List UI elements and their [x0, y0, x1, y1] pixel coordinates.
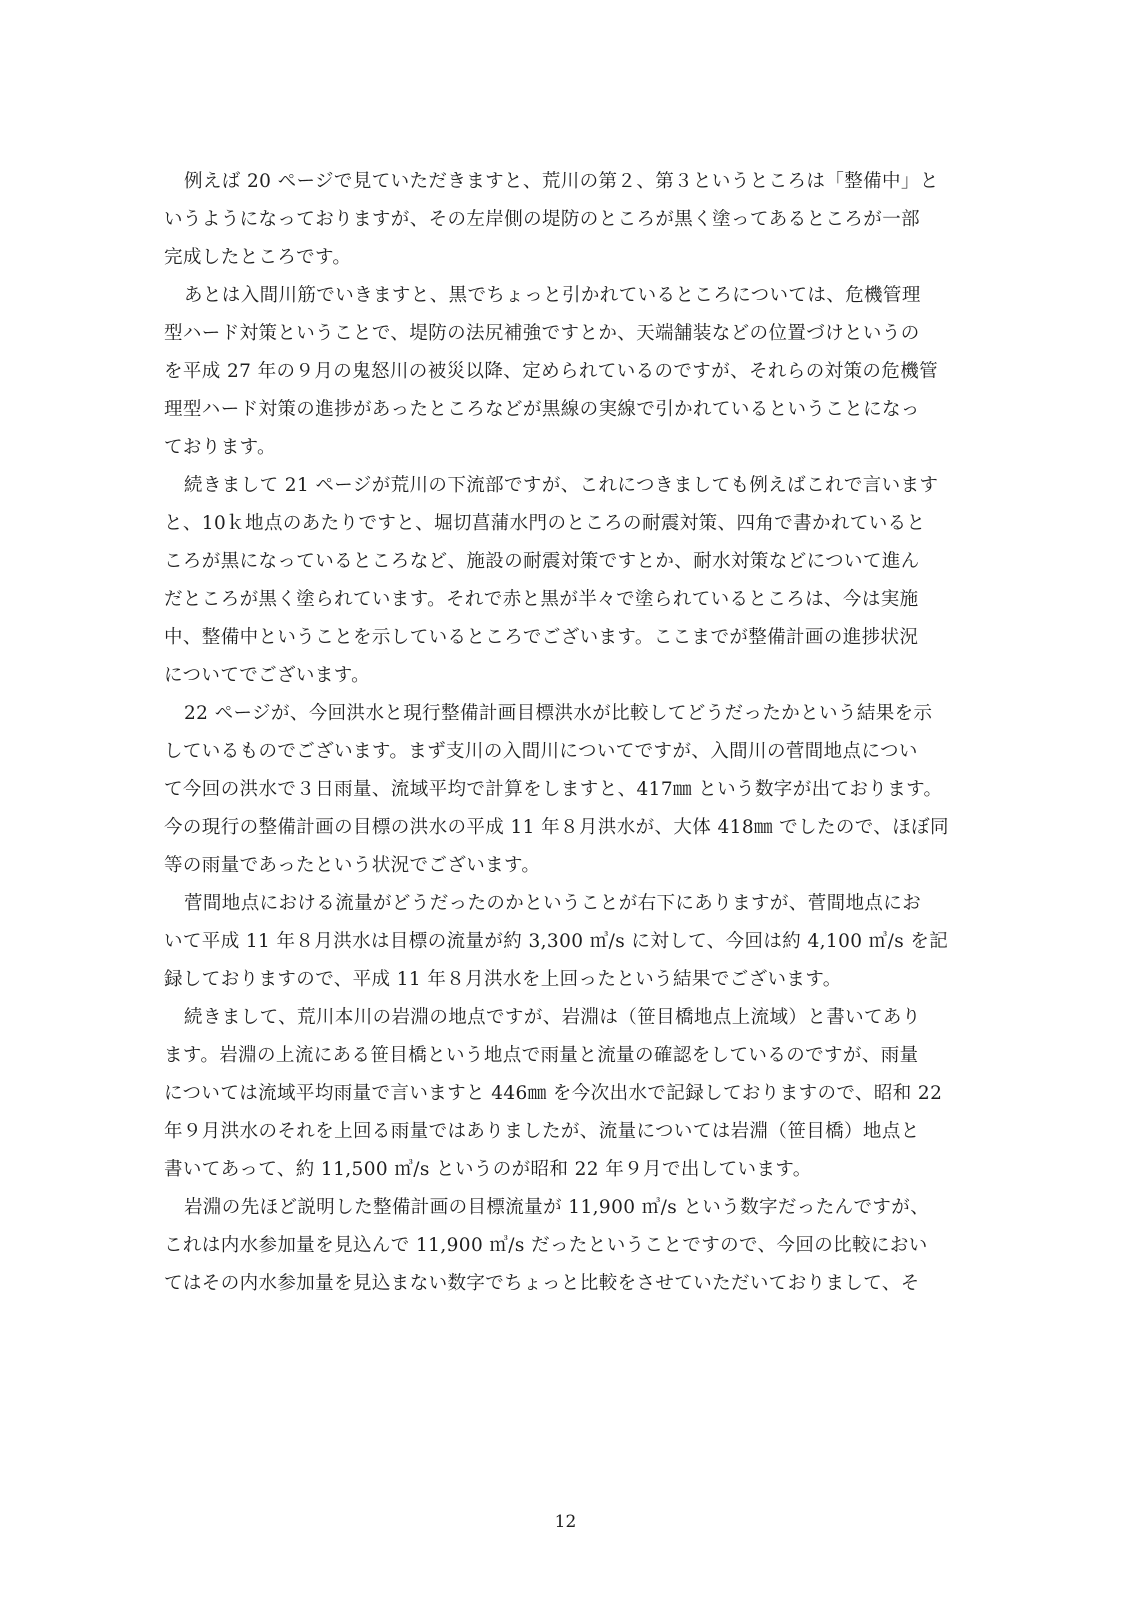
paragraph	[164, 1189, 954, 1303]
paragraph	[164, 695, 954, 885]
text-line: 続きまして 21 ページが荒川の下流部ですが、これにつきましても例えばこれで言います	[184, 475, 939, 496]
paragraph	[164, 163, 954, 277]
text-line: て今回の洪水で３日雨量、流域平均で計算をしますと、417㎜ という数字が出ております。	[164, 779, 943, 800]
paragraph	[164, 467, 954, 695]
text-line: 中、整備中ということを示しているところでございます。ここまでが整備計画の進捗状況	[164, 627, 919, 648]
text-line: 等の雨量であったという状況でございます。	[164, 855, 541, 876]
text-line: ております。	[164, 437, 276, 458]
text-line: ます。岩淵の上流にある笹目橋という地点で雨量と流量の確認をしているのですが、雨量	[164, 1045, 919, 1066]
text-line: いうようになっておりますが、その左岸側の堤防のところが黒く塗ってあるところが一部	[164, 209, 921, 230]
text-line: 今の現行の整備計画の目標の洪水の平成 11 年８月洪水が、大体 418㎜ でしたので、ほぼ同	[164, 817, 949, 838]
text-line: これは内水参加量を見込んで 11,900 ㎥/s だったということですので、今回の比較におい	[164, 1235, 928, 1256]
text-line: だところが黒く塗られています。それで赤と黒が半々で塗られているところは、今は実施	[164, 589, 919, 610]
text-line: ころが黒になっているところなど、施設の耐震対策ですとか、耐水対策などについて進ん	[164, 551, 920, 572]
text-line: しているものでございます。まず支川の入間川についてですが、入間川の菅間地点につい	[164, 741, 918, 762]
text-line: 例えば 20 ページで見ていただきますと、荒川の第２、第３というところは「整備中」と	[184, 171, 939, 192]
text-line: 録しておりますので、平成 11 年８月洪水を上回ったという結果でございます。	[164, 969, 842, 990]
text-line: 続きまして、荒川本川の岩淵の地点ですが、岩淵は（笹目橋地点上流域）と書いてあり	[184, 1007, 921, 1028]
text-line: 完成したところです。	[164, 247, 352, 268]
paragraph	[164, 277, 954, 467]
text-line: 型ハード対策ということで、堤防の法尻補強ですとか、天端舗装などの位置づけというの	[164, 323, 920, 344]
text-line: 岩淵の先ほど説明した整備計画の目標流量が 11,900 ㎥/s という数字だったんですが、	[184, 1197, 930, 1218]
text-line: 年９月洪水のそれを上回る雨量ではありましたが、流量については岩淵（笹目橋）地点と	[164, 1121, 920, 1142]
text-line: と、10ｋ地点のあたりですと、堀切菖蒲水門のところの耐震対策、四角で書かれていると	[164, 513, 926, 534]
body-text	[164, 163, 954, 1303]
text-line: てはその内水参加量を見込まない数字でちょっと比較をさせていただいておりまして、そ	[164, 1273, 920, 1294]
text-line: 理型ハード対策の進捗があったところなどが黒線の実線で引かれているということになっ	[164, 399, 920, 420]
text-line: あとは入間川筋でいきますと、黒でちょっと引かれているところについては、危機管理	[184, 285, 921, 306]
text-line: いて平成 11 年８月洪水は目標の流量が約 3,300 ㎥/s に対して、今回は約 4,100 ㎥/s を記	[164, 931, 949, 952]
text-line: 菅間地点における流量がどうだったのかということが右下にありますが、菅間地点にお	[184, 893, 922, 914]
paragraph	[164, 885, 954, 999]
page-number: 12	[554, 1512, 577, 1532]
text-line: についてでございます。	[164, 665, 371, 686]
text-line: については流域平均雨量で言いますと 446㎜ を今次出水で記録しておりますので、昭和 22	[164, 1083, 943, 1104]
text-line: 22 ページが、今回洪水と現行整備計画目標洪水が比較してどうだったかという結果を示	[184, 703, 933, 724]
paragraph	[164, 999, 954, 1189]
text-line: を平成 27 年の９月の鬼怒川の被災以降、定められているのですが、それらの対策の危機管	[164, 361, 939, 382]
text-line: 書いてあって、約 11,500 ㎥/s というのが昭和 22 年９月で出しています。	[164, 1159, 812, 1180]
